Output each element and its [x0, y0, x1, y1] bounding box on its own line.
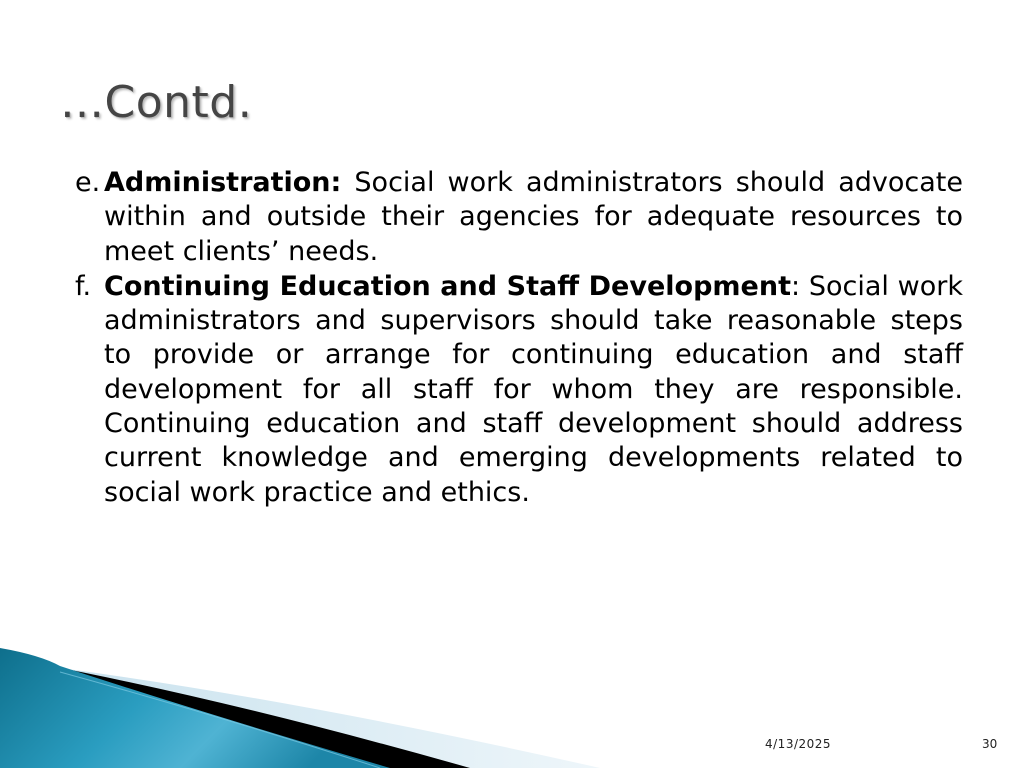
- item-heading-suffix: :: [790, 270, 801, 302]
- list-item-text: [104, 270, 963, 510]
- slide-number: 30: [982, 737, 998, 751]
- list-marker: e.: [75, 167, 101, 198]
- list-item-text: [104, 166, 963, 269]
- list-item-continuing-education: [75, 270, 963, 510]
- slide-title: …Contd.: [60, 77, 253, 128]
- item-heading: Administration:: [104, 167, 342, 198]
- footer-date: 4/13/2025: [765, 737, 832, 751]
- item-body: Social work administrators should advocate within and outside their agencies for adequate resources to meet clients’ needs.: [104, 167, 963, 267]
- list-marker: f.: [75, 270, 92, 302]
- item-body: Social work administrators and supervisors should take reasonable steps to provide or arrange for continuing education and staff development for all staff for whom they are responsible. Continuing education and staff development should address current knowledge and emerging developments related to social work practice and ethics.: [104, 270, 963, 508]
- item-heading: Continuing Education and Staff Development: [104, 270, 791, 302]
- list-item-administration: [75, 166, 963, 269]
- slide-body: [75, 166, 963, 510]
